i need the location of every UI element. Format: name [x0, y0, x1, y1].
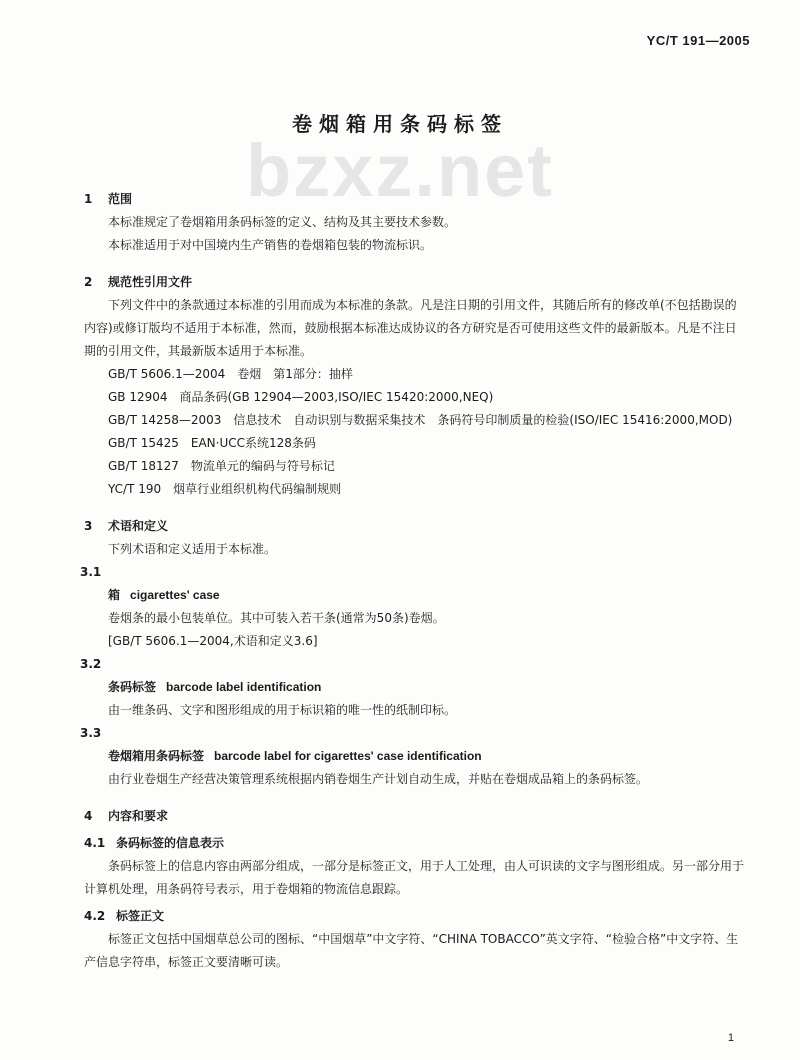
document-body	[80, 180, 748, 974]
reference-item: GB 12904 商品条码(GB 12904—2003,ISO/IEC 15420:2000,NEQ)	[108, 390, 494, 404]
terms-intro: 下列术语和定义适用于本标准。	[108, 542, 277, 556]
section-heading-3: 3 术语和定义	[84, 519, 169, 533]
subsection-paragraph: 条码标签上的信息内容由两部分组成，一部分是标签正文，用于人工处理，由人可识读的文字与图形组成。另一部分用于计算机处理，用条码符号表示，用于卷烟箱的物流信息跟踪。	[84, 859, 745, 896]
section-heading-1: 1 范围	[84, 192, 133, 206]
subsection-heading-4-1: 4.1 条码标签的信息表示	[84, 836, 225, 850]
watermark: bzxz.net	[246, 129, 554, 212]
reference-item: GB/T 5606.1—2004 卷烟 第1部分：抽样	[108, 367, 353, 381]
term-heading: 条码标签 barcode label identification	[108, 680, 322, 694]
reference-item: GB/T 18127 物流单元的编码与符号标记	[108, 459, 335, 473]
reference-item: YC/T 190 烟草行业组织机构代码编制规则	[108, 482, 342, 496]
term-number: 3.3	[80, 726, 102, 740]
page-number: 1	[727, 1032, 734, 1044]
term-definition: 由一维条码、文字和图形组成的用于标识箱的唯一性的纸制印标。	[108, 703, 457, 717]
term-heading: 箱 cigarettes' case	[108, 588, 220, 602]
normative-references-paragraph: 下列文件中的条款通过本标准的引用而成为本标准的条款。凡是注日期的引用文件，其随后所有的修改单(不包括勘误的内容)或修订版均不适用于本标准，然而，鼓励根据本标准达成协议的各方研究是否可使用这些文件的最新版本。凡是不注日期的引用文件，其最新版本适用于本标准。	[84, 298, 737, 358]
section-heading-2: 2 规范性引用文件	[84, 275, 193, 289]
term-source: [GB/T 5606.1—2004,术语和定义3.6]	[108, 634, 318, 648]
term-definition: 由行业卷烟生产经营决策管理系统根据内销卷烟生产计划自动生成，并贴在卷烟成品箱上的条码标签。	[108, 772, 649, 786]
term-definition: 卷烟条的最小包装单位。其中可装入若干条(通常为50条)卷烟。	[108, 611, 445, 625]
scope-paragraph-2: 本标准适用于对中国境内生产销售的卷烟箱包装的物流标识。	[108, 238, 433, 252]
term-number: 3.1	[80, 565, 102, 579]
section-heading-4: 4 内容和要求	[84, 809, 169, 823]
document-title: 卷烟箱用条码标签	[292, 112, 508, 136]
reference-item: GB/T 15425 EAN·UCC系统128条码	[108, 436, 316, 450]
subsection-heading-4-2: 4.2 标签正文	[84, 909, 165, 923]
scope-paragraph-1: 本标准规定了卷烟箱用条码标签的定义、结构及其主要技术参数。	[108, 215, 457, 229]
reference-item: GB/T 14258—2003 信息技术 自动识别与数据采集技术 条码符号印制质量的检验(ISO/IEC 15416:2000,MOD)	[108, 413, 733, 427]
subsection-paragraph: 标签正文包括中国烟草总公司的图标、“中国烟草”中文字符、“CHINA TOBACCO”英文字符、“检验合格”中文字符、生产信息字符串，标签正文要清晰可读。	[84, 932, 739, 969]
standard-number: YC/T 191—2005	[646, 33, 750, 48]
term-number: 3.2	[80, 657, 102, 671]
term-heading: 卷烟箱用条码标签 barcode label for cigarettes' case identification	[108, 749, 482, 763]
